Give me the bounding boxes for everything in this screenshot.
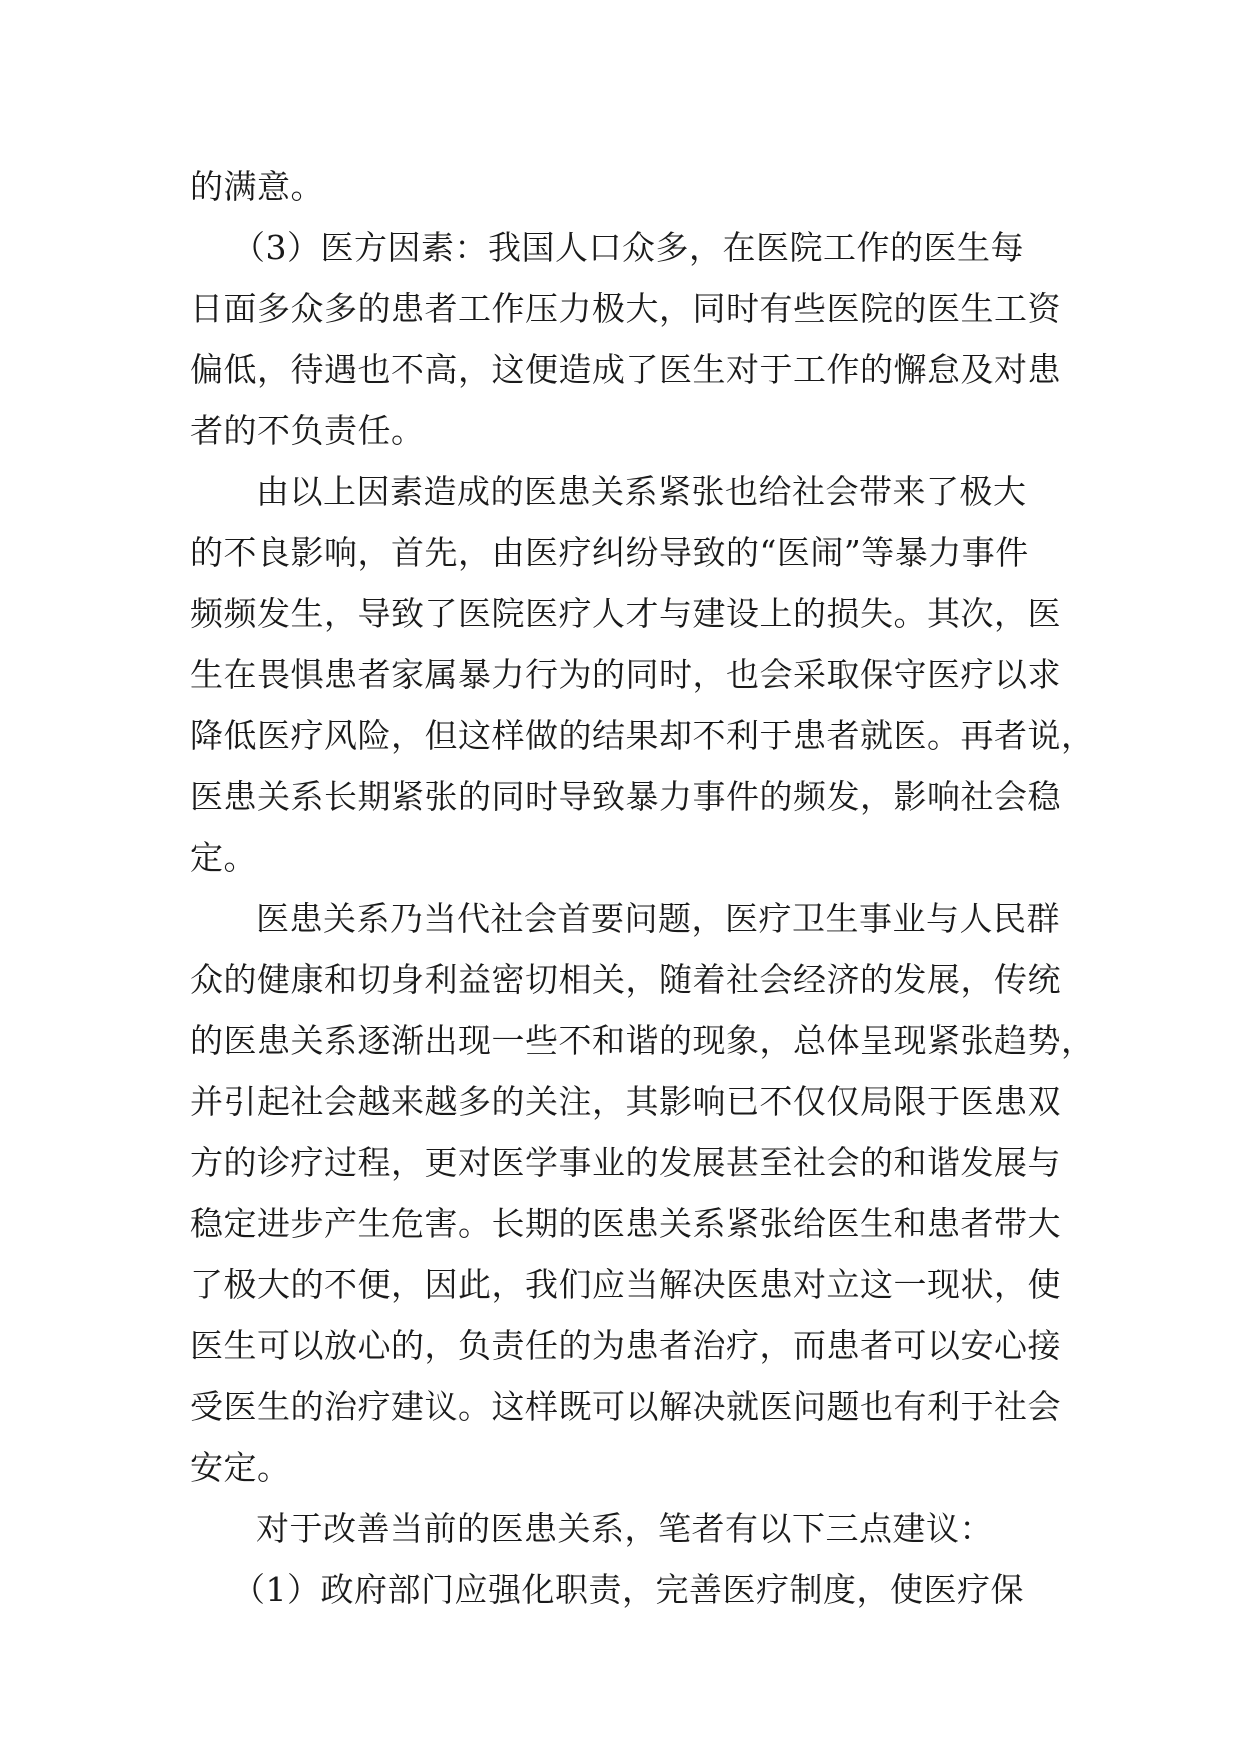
text-line: 偏低，待遇也不高，这便造成了医生对于工作的懈怠及对患 bbox=[190, 350, 1061, 389]
text-line: 由以上因素造成的医患关系紧张也给社会带来了极大 bbox=[256, 472, 1027, 511]
text-line: 众的健康和切身利益密切相关，随着社会经济的发展，传统 bbox=[190, 960, 1061, 999]
text-line: 的满意。 bbox=[190, 167, 324, 206]
text-line: 日面多众多的患者工作压力极大，同时有些医院的医生工资 bbox=[190, 289, 1061, 328]
text-line: 的不良影响，首先，由医疗纠纷导致的“医闹”等暴力事件 bbox=[190, 533, 1029, 572]
text-line: （3）医方因素：我国人口众多，在医院工作的医生每 bbox=[232, 228, 1024, 267]
text-line: 安定。 bbox=[190, 1448, 291, 1487]
text-line: 对于改善当前的医患关系，笔者有以下三点建议： bbox=[256, 1509, 993, 1548]
body-text bbox=[190, 156, 1095, 1620]
text-line: 的医患关系逐渐出现一些不和谐的现象，总体呈现紧张趋势， bbox=[190, 1021, 1095, 1060]
text-line: 频频发生，导致了医院医疗人才与建设上的损失。其次，医 bbox=[190, 594, 1061, 633]
text-line: 受医生的治疗建议。这样既可以解决就医问题也有利于社会 bbox=[190, 1387, 1061, 1426]
text-line: 方的诊疗过程，更对医学事业的发展甚至社会的和谐发展与 bbox=[190, 1143, 1061, 1182]
text-line: 医患关系乃当代社会首要问题，医疗卫生事业与人民群 bbox=[256, 899, 1060, 938]
text-line: 定。 bbox=[190, 838, 257, 877]
text-line: 稳定进步产生危害。长期的医患关系紧张给医生和患者带大 bbox=[190, 1204, 1061, 1243]
text-line: 医患关系长期紧张的同时导致暴力事件的频发，影响社会稳 bbox=[190, 777, 1061, 816]
text-line: 者的不负责任。 bbox=[190, 411, 425, 450]
text-line: 了极大的不便，因此，我们应当解决医患对立这一现状，使 bbox=[190, 1265, 1061, 1304]
text-line: 生在畏惧患者家属暴力行为的同时，也会采取保守医疗以求 bbox=[190, 655, 1061, 694]
text-line: 医生可以放心的，负责任的为患者治疗，而患者可以安心接 bbox=[190, 1326, 1061, 1365]
text-line: （1）政府部门应强化职责，完善医疗制度，使医疗保 bbox=[232, 1570, 1024, 1609]
text-line: 并引起社会越来越多的关注，其影响已不仅仅局限于医患双 bbox=[190, 1082, 1061, 1121]
text-line: 降低医疗风险，但这样做的结果却不利于患者就医。再者说， bbox=[190, 716, 1095, 755]
